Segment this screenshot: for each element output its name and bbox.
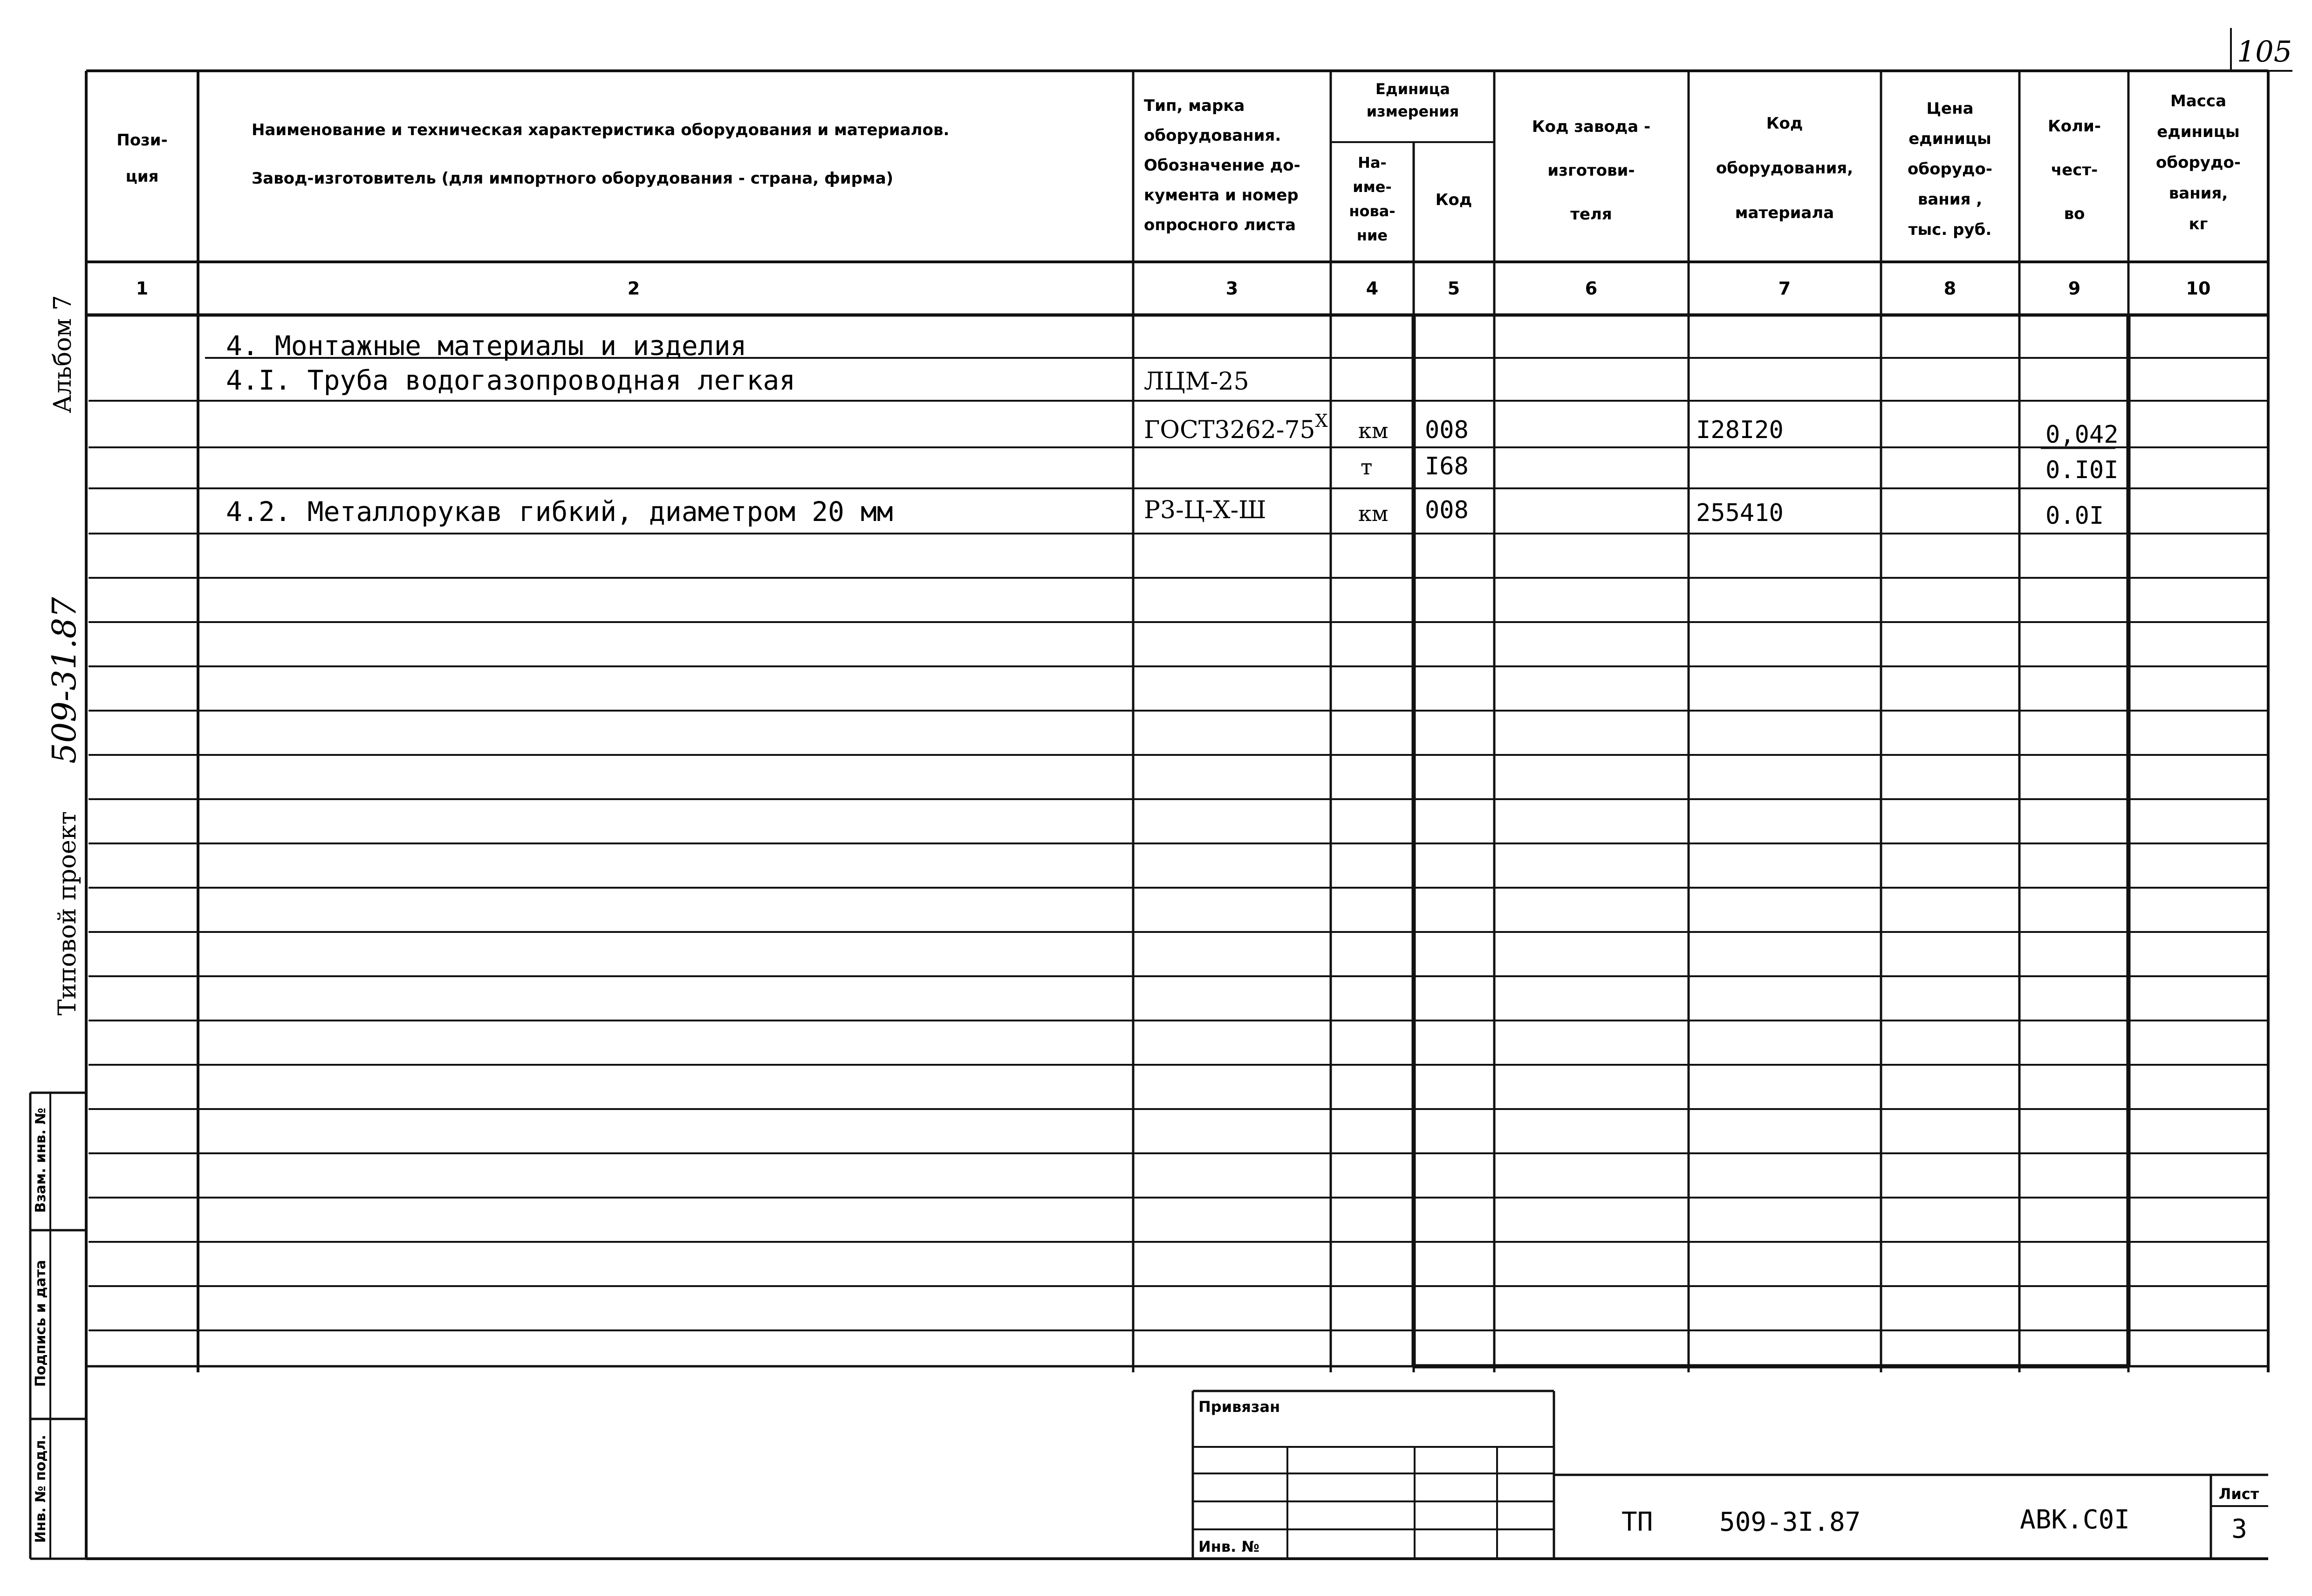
row-2-type: ЛЦМ-25: [1144, 368, 1249, 396]
side-stamp: [30, 295, 86, 1559]
column-number-8: 8: [1943, 278, 1956, 299]
row-3-quantity: 0,042: [2045, 421, 2119, 449]
header-price: [1908, 99, 1992, 239]
h-c3-line-4: кумента и номер: [1144, 186, 1299, 205]
row-4-unit-code: I68: [1425, 452, 1469, 480]
h-c2-line-2: Завод-изготовитель (для импортного оборудования - страна, фирма): [252, 169, 894, 188]
column-numbers: [136, 278, 2211, 299]
h-c8-line-4: вания ,: [1917, 190, 1983, 209]
row-3-unit-code: 008: [1425, 416, 1469, 444]
h-c10-line-1: Масса: [2170, 92, 2227, 110]
title-block: [1193, 1391, 2268, 1559]
h-c45-line-1: Единица: [1375, 80, 1450, 98]
row-3-type-sup: X: [1315, 411, 1328, 431]
page-number-text: 105: [2237, 34, 2292, 68]
h-c4-line-4: ние: [1356, 226, 1388, 244]
h-c10-line-4: вания,: [2168, 184, 2228, 203]
document-number: 509-3I.87: [1719, 1507, 1861, 1537]
h-c10-line-2: единицы: [2157, 123, 2240, 141]
table-body: [226, 330, 2119, 530]
row-3-type: $ГОСТ3262-75^X$: [1144, 411, 1328, 444]
original-inv-label: Инв. № подл.: [33, 1434, 49, 1543]
row-5-name: 4.2. Металлорукав гибкий, диаметром 20 мм: [226, 496, 893, 527]
inventory-number-label: Инв. №: [1198, 1538, 1259, 1555]
sheet-label: Лист: [2218, 1485, 2259, 1503]
h-c6-line-2: изготови-: [1547, 161, 1635, 180]
row-1-name: 4. Монтажные материалы и изделия: [226, 330, 747, 362]
h-c3-line-2: оборудования.: [1144, 126, 1281, 145]
table-header: [116, 80, 2241, 244]
h-c8-line-1: Цена: [1926, 99, 1974, 118]
header-material-code: [1716, 114, 1853, 222]
row-3-material-code: I28I20: [1696, 416, 1784, 444]
h-c4-line-2: име-: [1353, 178, 1392, 196]
h-c9-line-2: чест-: [2051, 161, 2098, 179]
column-number-9: 9: [2068, 278, 2081, 299]
column-number-2: 2: [627, 278, 640, 299]
h-c45-line-2: измерения: [1366, 103, 1459, 120]
h-c1-line-1: Пози-: [116, 131, 168, 150]
project-type-label: Типовой проект: [54, 811, 82, 1016]
h-c8-line-5: тыс. руб.: [1908, 220, 1992, 239]
row-5-quantity: 0.0I: [2045, 502, 2104, 530]
row-4-quantity: 0.I0I: [2045, 456, 2119, 484]
header-unit-group: [1367, 80, 1459, 120]
h-c3-line-3: Обозначение до-: [1144, 156, 1300, 175]
h-c10-line-3: оборудо-: [2156, 153, 2241, 172]
signature-date-label: Подпись и дата: [33, 1260, 49, 1387]
column-number-5: 5: [1447, 278, 1460, 299]
column-number-6: 6: [1585, 278, 1598, 299]
table-grid: [86, 71, 2268, 1559]
column-number-7: 7: [1778, 278, 1791, 299]
column-number-3: 3: [1225, 278, 1238, 299]
row-4-unit-name: т: [1361, 454, 1373, 479]
sheet-number: 3: [2231, 1514, 2247, 1544]
h-c7-line-2: оборудования,: [1716, 159, 1854, 178]
h-c4-line-1: На-: [1358, 154, 1387, 171]
tp-label: ТП: [1621, 1507, 1653, 1537]
header-factory-code: [1532, 117, 1650, 224]
h-c9-line-3: во: [2064, 205, 2085, 223]
h-c6-line-1: Код завода -: [1532, 117, 1651, 136]
h-c10-line-5: кг: [2189, 215, 2208, 233]
h-c6-line-3: теля: [1570, 205, 1612, 224]
page-number: [2231, 28, 2292, 71]
h-c7-line-1: Код: [1766, 114, 1803, 133]
row-5-type: Р3-Ц-Х-Ш: [1144, 496, 1266, 524]
row-5-unit-code: 008: [1425, 496, 1469, 524]
h-c8-line-2: единицы: [1908, 130, 1991, 148]
column-number-1: 1: [136, 278, 149, 299]
row-5-material-code: 255410: [1696, 499, 1784, 527]
h-c1-line-2: ция: [125, 167, 159, 186]
header-quantity: [2048, 117, 2101, 223]
bound-label: Привязан: [1198, 1398, 1280, 1416]
document-code: АВК.С0I: [2020, 1505, 2130, 1535]
h-c7-line-3: материала: [1735, 204, 1834, 222]
header-type: [1144, 96, 1300, 234]
album-label: Альбом 7: [49, 295, 77, 413]
column-number-4: 4: [1366, 278, 1379, 299]
row-5-unit-name: км: [1358, 501, 1389, 526]
h-c4-line-3: нова-: [1349, 202, 1395, 220]
h-c2-line-1: Наименование и техническая характеристика оборудования и материалов.: [252, 121, 950, 139]
h-c8-line-3: оборудо-: [1908, 160, 1992, 178]
h-c3-line-1: Тип, марка: [1144, 96, 1245, 115]
row-2-name: 4.I. Труба водогазопроводная легкая: [226, 364, 796, 396]
header-name: [252, 121, 949, 188]
replacement-inv-label: Взам. инв. №: [33, 1108, 49, 1213]
h-c3-line-5: опросного листа: [1144, 216, 1296, 234]
side-project-code: 509-31.87: [45, 597, 83, 764]
header-unit-code: Код: [1435, 191, 1472, 209]
header-position: [116, 131, 168, 186]
row-3-unit-name: км: [1358, 418, 1389, 443]
h-c9-line-1: Коли-: [2048, 117, 2101, 136]
header-mass: [2156, 92, 2241, 233]
header-unit-name: [1349, 154, 1395, 244]
column-number-10: 10: [2186, 278, 2211, 299]
